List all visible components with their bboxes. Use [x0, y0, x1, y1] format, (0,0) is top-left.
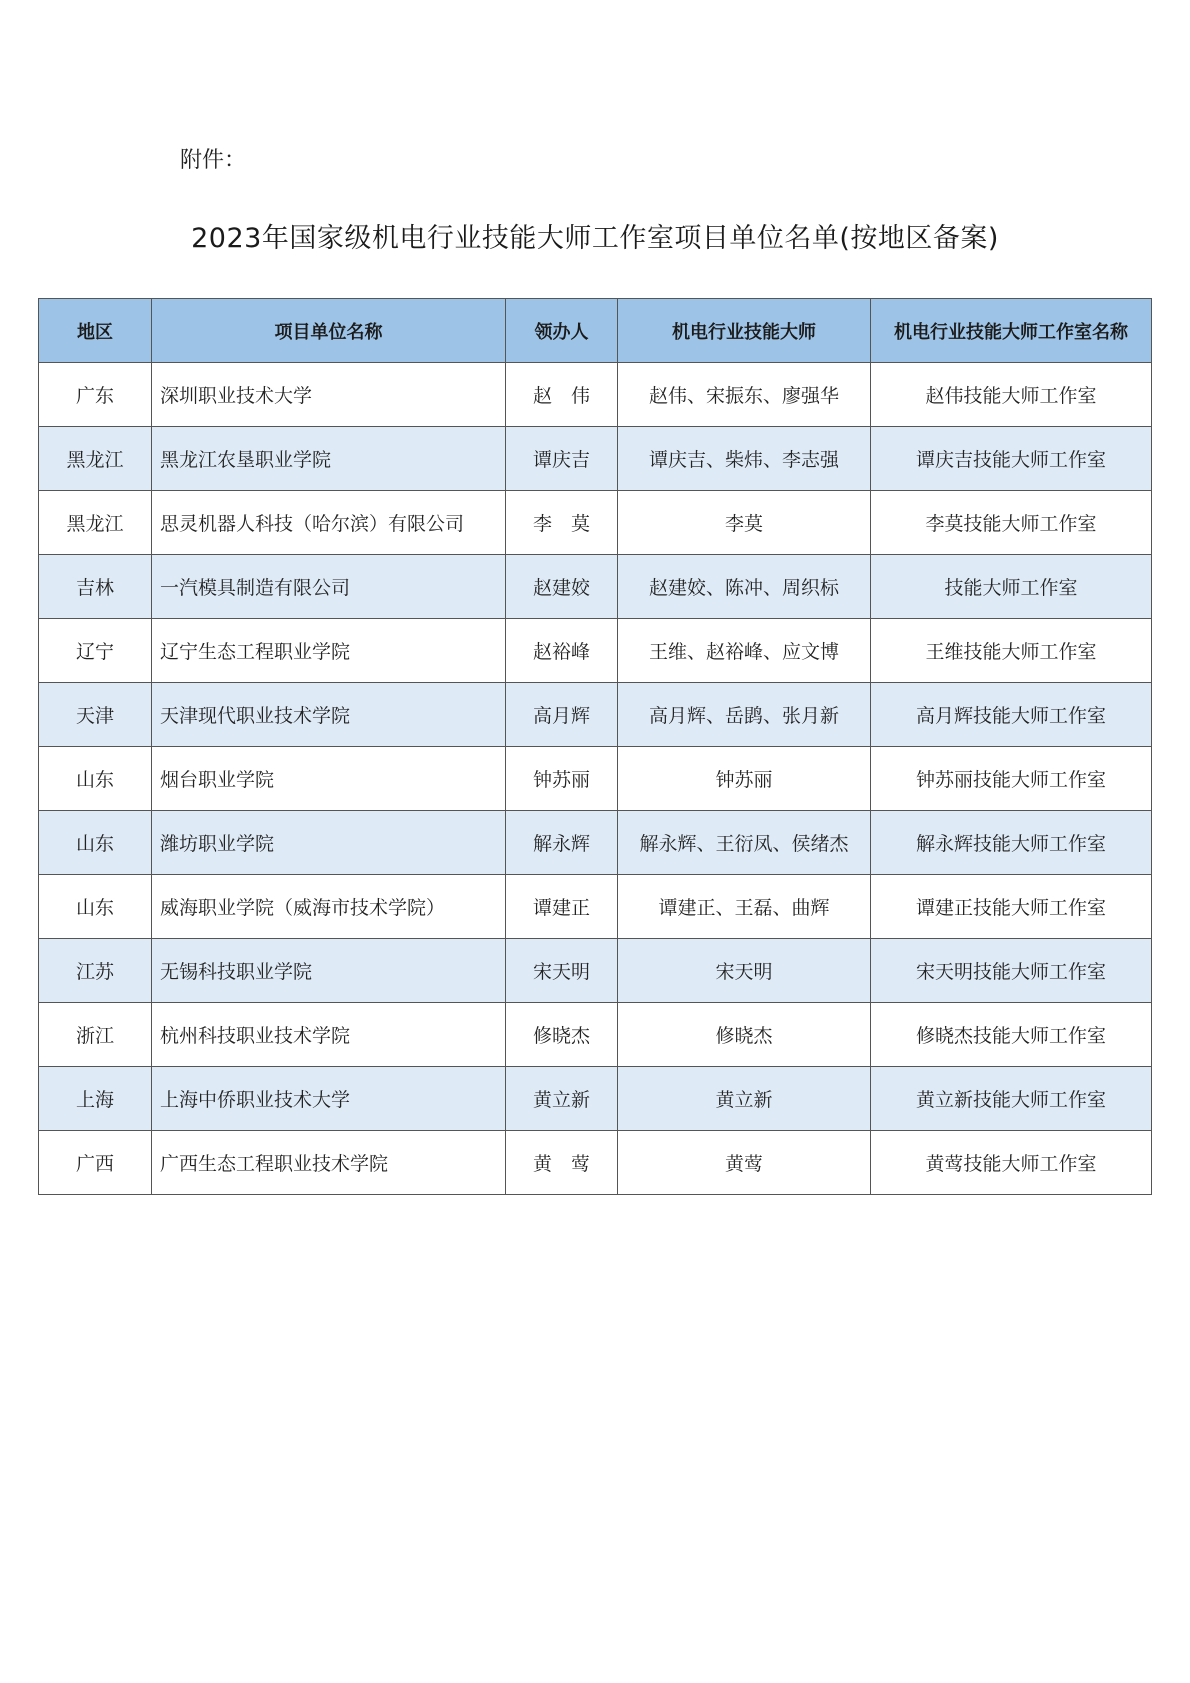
header-unit-name: 项目单位名称 — [152, 299, 506, 363]
cell-region: 江苏 — [39, 939, 152, 1003]
cell-region: 上海 — [39, 1067, 152, 1131]
cell-unit-name: 潍坊职业学院 — [152, 811, 506, 875]
cell-masters: 赵伟、宋振东、廖强华 — [618, 363, 871, 427]
table-row — [39, 1003, 1152, 1067]
table-row — [39, 619, 1152, 683]
cell-region: 广东 — [39, 363, 152, 427]
cell-studio-name: 赵伟技能大师工作室 — [871, 363, 1152, 427]
cell-masters: 谭建正、王磊、曲辉 — [618, 875, 871, 939]
cell-masters: 高月辉、岳鹍、张月新 — [618, 683, 871, 747]
cell-studio-name: 高月辉技能大师工作室 — [871, 683, 1152, 747]
cell-leader: 赵 伟 — [506, 363, 618, 427]
header-leader: 领办人 — [506, 299, 618, 363]
cell-leader: 李 莫 — [506, 491, 618, 555]
table-row — [39, 811, 1152, 875]
cell-masters: 谭庆吉、柴炜、李志强 — [618, 427, 871, 491]
table-row — [39, 747, 1152, 811]
cell-unit-name: 威海职业学院（威海市技术学院） — [152, 875, 506, 939]
cell-masters: 宋天明 — [618, 939, 871, 1003]
cell-region: 山东 — [39, 811, 152, 875]
cell-studio-name: 修晓杰技能大师工作室 — [871, 1003, 1152, 1067]
cell-unit-name: 烟台职业学院 — [152, 747, 506, 811]
cell-leader: 赵裕峰 — [506, 619, 618, 683]
cell-leader: 黄 莺 — [506, 1131, 618, 1195]
attachment-label: 附件： — [180, 148, 247, 173]
cell-unit-name: 上海中侨职业技术大学 — [152, 1067, 506, 1131]
cell-region: 黑龙江 — [39, 427, 152, 491]
cell-studio-name: 钟苏丽技能大师工作室 — [871, 747, 1152, 811]
header-studio-name: 机电行业技能大师工作室名称 — [871, 299, 1152, 363]
cell-region: 山东 — [39, 747, 152, 811]
cell-unit-name: 广西生态工程职业技术学院 — [152, 1131, 506, 1195]
cell-studio-name: 王维技能大师工作室 — [871, 619, 1152, 683]
cell-leader: 谭庆吉 — [506, 427, 618, 491]
cell-masters: 解永辉、王衍凤、侯绪杰 — [618, 811, 871, 875]
cell-masters: 修晓杰 — [618, 1003, 871, 1067]
cell-unit-name: 一汽模具制造有限公司 — [152, 555, 506, 619]
table-row — [39, 491, 1152, 555]
table-row — [39, 1131, 1152, 1195]
cell-leader: 解永辉 — [506, 811, 618, 875]
cell-studio-name: 解永辉技能大师工作室 — [871, 811, 1152, 875]
table-header-row — [39, 299, 1152, 363]
cell-leader: 高月辉 — [506, 683, 618, 747]
header-masters: 机电行业技能大师 — [618, 299, 871, 363]
cell-leader: 钟苏丽 — [506, 747, 618, 811]
cell-masters: 黄莺 — [618, 1131, 871, 1195]
cell-masters: 黄立新 — [618, 1067, 871, 1131]
cell-region: 浙江 — [39, 1003, 152, 1067]
table-row — [39, 555, 1152, 619]
cell-region: 吉林 — [39, 555, 152, 619]
table-row — [39, 1067, 1152, 1131]
cell-masters: 赵建姣、陈冲、周织标 — [618, 555, 871, 619]
cell-leader: 修晓杰 — [506, 1003, 618, 1067]
table-row — [39, 427, 1152, 491]
cell-studio-name: 技能大师工作室 — [871, 555, 1152, 619]
cell-masters: 王维、赵裕峰、应文博 — [618, 619, 871, 683]
table-row — [39, 683, 1152, 747]
cell-unit-name: 天津现代职业技术学院 — [152, 683, 506, 747]
cell-unit-name: 辽宁生态工程职业学院 — [152, 619, 506, 683]
cell-studio-name: 宋天明技能大师工作室 — [871, 939, 1152, 1003]
document-title: 2023年国家级机电行业技能大师工作室项目单位名单(按地区备案) — [191, 223, 999, 254]
table-row — [39, 875, 1152, 939]
studio-registry-table — [38, 298, 1152, 1195]
cell-leader: 谭建正 — [506, 875, 618, 939]
cell-region: 广西 — [39, 1131, 152, 1195]
cell-region: 天津 — [39, 683, 152, 747]
cell-unit-name: 深圳职业技术大学 — [152, 363, 506, 427]
cell-masters: 李莫 — [618, 491, 871, 555]
cell-unit-name: 黑龙江农垦职业学院 — [152, 427, 506, 491]
cell-leader: 黄立新 — [506, 1067, 618, 1131]
cell-studio-name: 谭建正技能大师工作室 — [871, 875, 1152, 939]
table-row — [39, 939, 1152, 1003]
cell-unit-name: 无锡科技职业学院 — [152, 939, 506, 1003]
cell-unit-name: 思灵机器人科技（哈尔滨）有限公司 — [152, 491, 506, 555]
table-row — [39, 363, 1152, 427]
cell-region: 黑龙江 — [39, 491, 152, 555]
cell-studio-name: 李莫技能大师工作室 — [871, 491, 1152, 555]
cell-studio-name: 黄立新技能大师工作室 — [871, 1067, 1152, 1131]
header-region: 地区 — [39, 299, 152, 363]
cell-masters: 钟苏丽 — [618, 747, 871, 811]
cell-leader: 宋天明 — [506, 939, 618, 1003]
cell-unit-name: 杭州科技职业技术学院 — [152, 1003, 506, 1067]
cell-studio-name: 黄莺技能大师工作室 — [871, 1131, 1152, 1195]
cell-studio-name: 谭庆吉技能大师工作室 — [871, 427, 1152, 491]
cell-leader: 赵建姣 — [506, 555, 618, 619]
cell-region: 山东 — [39, 875, 152, 939]
cell-region: 辽宁 — [39, 619, 152, 683]
